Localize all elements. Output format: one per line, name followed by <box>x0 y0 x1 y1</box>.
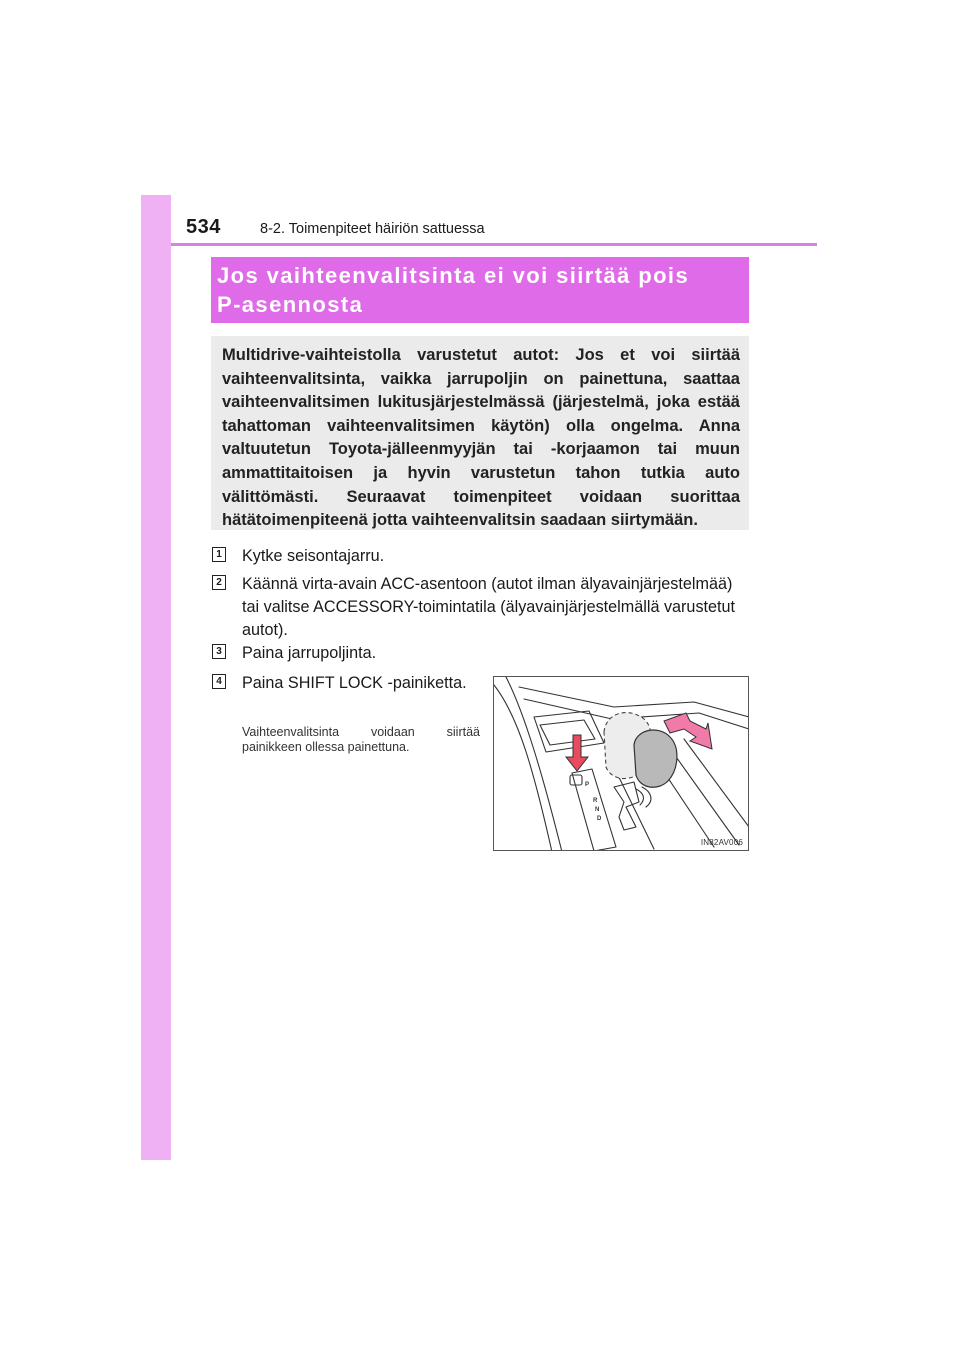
step-text: Paina jarrupoljinta. <box>242 644 377 662</box>
gear-label-p: P <box>585 782 590 788</box>
step-number: 1 <box>212 547 226 562</box>
step-number: 3 <box>212 644 226 659</box>
info-text: Multidrive-vaihteistolla varustetut autot: Jos et voi siirtää vaihteenvalitsinta, vaikka jarrupoljin on painettuna, saattaa vaihteenvalitsimen lukitusjärjestelmässä (järjestelmä, joka estää tahattoman vaihteenvalitsimen käytön) olla ongelma. Anna valtuutetun Toyota-jälleenmyyjän tai -korjaamon tai muun ammattitaitoisen ja hyvin varustetun tahon tutkia auto välittömästi. Seuraavat toimenpiteet voidaan suorittaa hätätoimenpiteenä jotta vaihteenvalitsin saadaan siirtymään. <box>222 346 740 530</box>
page-number: 534 <box>186 216 221 238</box>
gear-label-n: N <box>595 807 600 813</box>
header-rule <box>171 243 817 246</box>
shift-lock-illustration <box>493 676 749 851</box>
step-text: Käännä virta-avain ACC-asentoon (autot ilman älyavainjärjestelmää) tai valitse ACCESSORY-toimintatila (älyavainjärjestelmällä varustetut autot). <box>242 575 736 639</box>
gear-label-d: D <box>597 816 602 822</box>
heading-box <box>211 257 749 323</box>
step-number: 4 <box>212 674 226 689</box>
gear-label-r: R <box>593 798 598 804</box>
step-text: Paina SHIFT LOCK -painiketta. <box>242 674 467 692</box>
info-box <box>211 336 749 530</box>
step-text: Kytke seisontajarru. <box>242 547 385 565</box>
side-tab <box>141 195 171 1160</box>
step-number: 2 <box>212 575 226 590</box>
heading-text: Jos vaihteenvalitsinta ei voi siirtää pois P-asennosta <box>217 263 690 317</box>
gear-shifter-drawing <box>494 677 749 851</box>
figure-code: IN82AV006 <box>700 838 743 847</box>
section-title: 8-2. Toimenpiteet häiriön sattuessa <box>260 221 485 237</box>
step-4-note: Vaihteenvalitsinta voidaan siirtää painikkeen ollessa painettuna. <box>242 725 480 754</box>
